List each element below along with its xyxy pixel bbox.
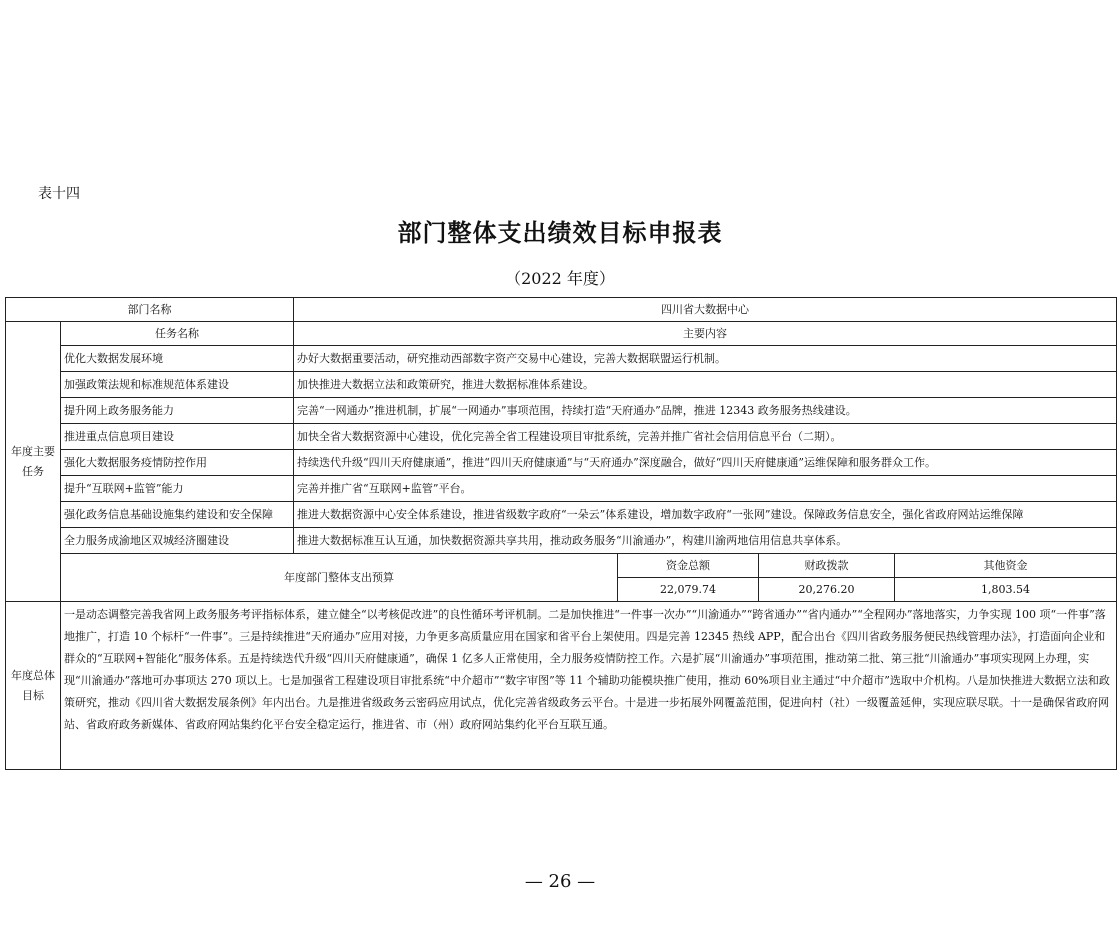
table-row (6, 450, 1117, 476)
table-number-label: 表十四 (38, 186, 80, 202)
year-subtitle: （2022 年度） (505, 269, 615, 288)
content-header: 主要内容 (294, 322, 1117, 346)
budget-fiscal-value: 20,276.20 (759, 578, 895, 602)
task-content: 加快推进大数据立法和政策研究，推进大数据标准体系建设。 (294, 372, 1117, 398)
table-row (6, 398, 1117, 424)
budget-header-total: 资金总额 (618, 554, 759, 578)
task-content: 完善“一网通办”推进机制，扩展“一网通办”事项范围，持续打造“天府通办”品牌，推进 12343 政务服务热线建设。 (294, 398, 1117, 424)
task-content: 推进大数据资源中心安全体系建设，推进省级数字政府“一朵云”体系建设，增加数字政府“一张网”建设。保障政务信息安全，强化省政府网站运维保障 (294, 502, 1117, 528)
table-row (6, 476, 1117, 502)
task-content: 推进大数据标准互认互通，加快数据资源共享共用，推动政务服务“川渝通办”，构建川渝两地信用信息共享体系。 (294, 528, 1117, 554)
table-row (6, 372, 1117, 398)
table-row (6, 528, 1117, 554)
performance-table (5, 297, 1117, 770)
task-name: 推进重点信息项目建设 (61, 424, 294, 450)
annual-goal-label: 年度总体目标 (6, 602, 61, 770)
budget-other-value: 1,803.54 (895, 578, 1117, 602)
task-name: 强化政务信息基础设施集约建设和安全保障 (61, 502, 294, 528)
dept-row (6, 298, 1117, 322)
task-content: 完善并推广省“互联网+监管”平台。 (294, 476, 1117, 502)
task-content: 加快全省大数据资源中心建设，优化完善全省工程建设项目审批系统，完善并推广省社会信用信息平台（二期）。 (294, 424, 1117, 450)
budget-header-fiscal: 财政拨款 (759, 554, 895, 578)
goal-row (6, 602, 1117, 770)
budget-total-value: 22,079.74 (618, 578, 759, 602)
task-name: 加强政策法规和标准规范体系建设 (61, 372, 294, 398)
budget-header-row (6, 554, 1117, 578)
page-number: — 26 — (524, 871, 596, 892)
task-name: 提升网上政务服务能力 (61, 398, 294, 424)
table-row (6, 424, 1117, 450)
task-name: 优化大数据发展环境 (61, 346, 294, 372)
annual-goal-text: 一是动态调整完善我省网上政务服务考评指标体系，建立健全“以考核促改进”的良性循环考评机制。二是加快推进“一件事一次办”“川渝通办”“跨省通办”“省内通办”“全程网办”落地落实，力争实现 100 项“一件事”落地推广，打造 10 个标杆“一件事”。三是持续推进“天府通办”应用对接，力争更多高质量应用在国家和省平台上架使用。四是完善 12345 热线 APP，配合出台《四川省政务服务便民热线管理办法》，打造面向企业和群众的“互联网+智能化”服务体系。五是持续迭代升级“四川天府健康通”，确保 1 亿多人正常使用，全力服务疫情防控工作。六是扩展“川渝通办”事项范围，推动第二批、第三批“川渝通办”事项实现网上办理，实现“川渝通办”落地可办事项达 270 项以上。七是加强省工程建设项目审批系统“中介超市”“数字审图”等 11 个辅助功能模块推广使用，推动 60%项目业主通过“中介超市”选取中介机构。八是加快推进大数据立法和政策研究，推动《四川省大数据发展条例》年内出台。九是推进省级政务云密码应用试点，优化完善省级政务云平台。十是进一步拓展外网覆盖范围，促进向村（社）一级覆盖延伸，实现应联尽联。十一是确保省政府网站、省政府政务新媒体、省政府网站集约化平台安全稳定运行，推进省、市（州）政府网站集约化平台互联互通。 (61, 602, 1117, 770)
task-content: 持续迭代升级“四川天府健康通”，推进“四川天府健康通”与“天府通办”深度融合，做好“四川天府健康通”运维保障和服务群众工作。 (294, 450, 1117, 476)
table-row (6, 346, 1117, 372)
task-name: 全力服务成渝地区双城经济圈建设 (61, 528, 294, 554)
budget-label: 年度部门整体支出预算 (61, 554, 618, 602)
dept-name-label: 部门名称 (6, 298, 294, 322)
annual-tasks-label: 年度主要任务 (6, 322, 61, 602)
task-content: 办好大数据重要活动，研究推动西部数字资产交易中心建设，完善大数据联盟运行机制。 (294, 346, 1117, 372)
dept-name-value: 四川省大数据中心 (294, 298, 1117, 322)
budget-header-other: 其他资金 (895, 554, 1117, 578)
table-row (6, 502, 1117, 528)
task-name: 提升“互联网+监管”能力 (61, 476, 294, 502)
task-name: 强化大数据服务疫情防控作用 (61, 450, 294, 476)
task-name-header: 任务名称 (61, 322, 294, 346)
page-title: 部门整体支出绩效目标申报表 (397, 219, 723, 247)
task-header-row (6, 322, 1117, 346)
